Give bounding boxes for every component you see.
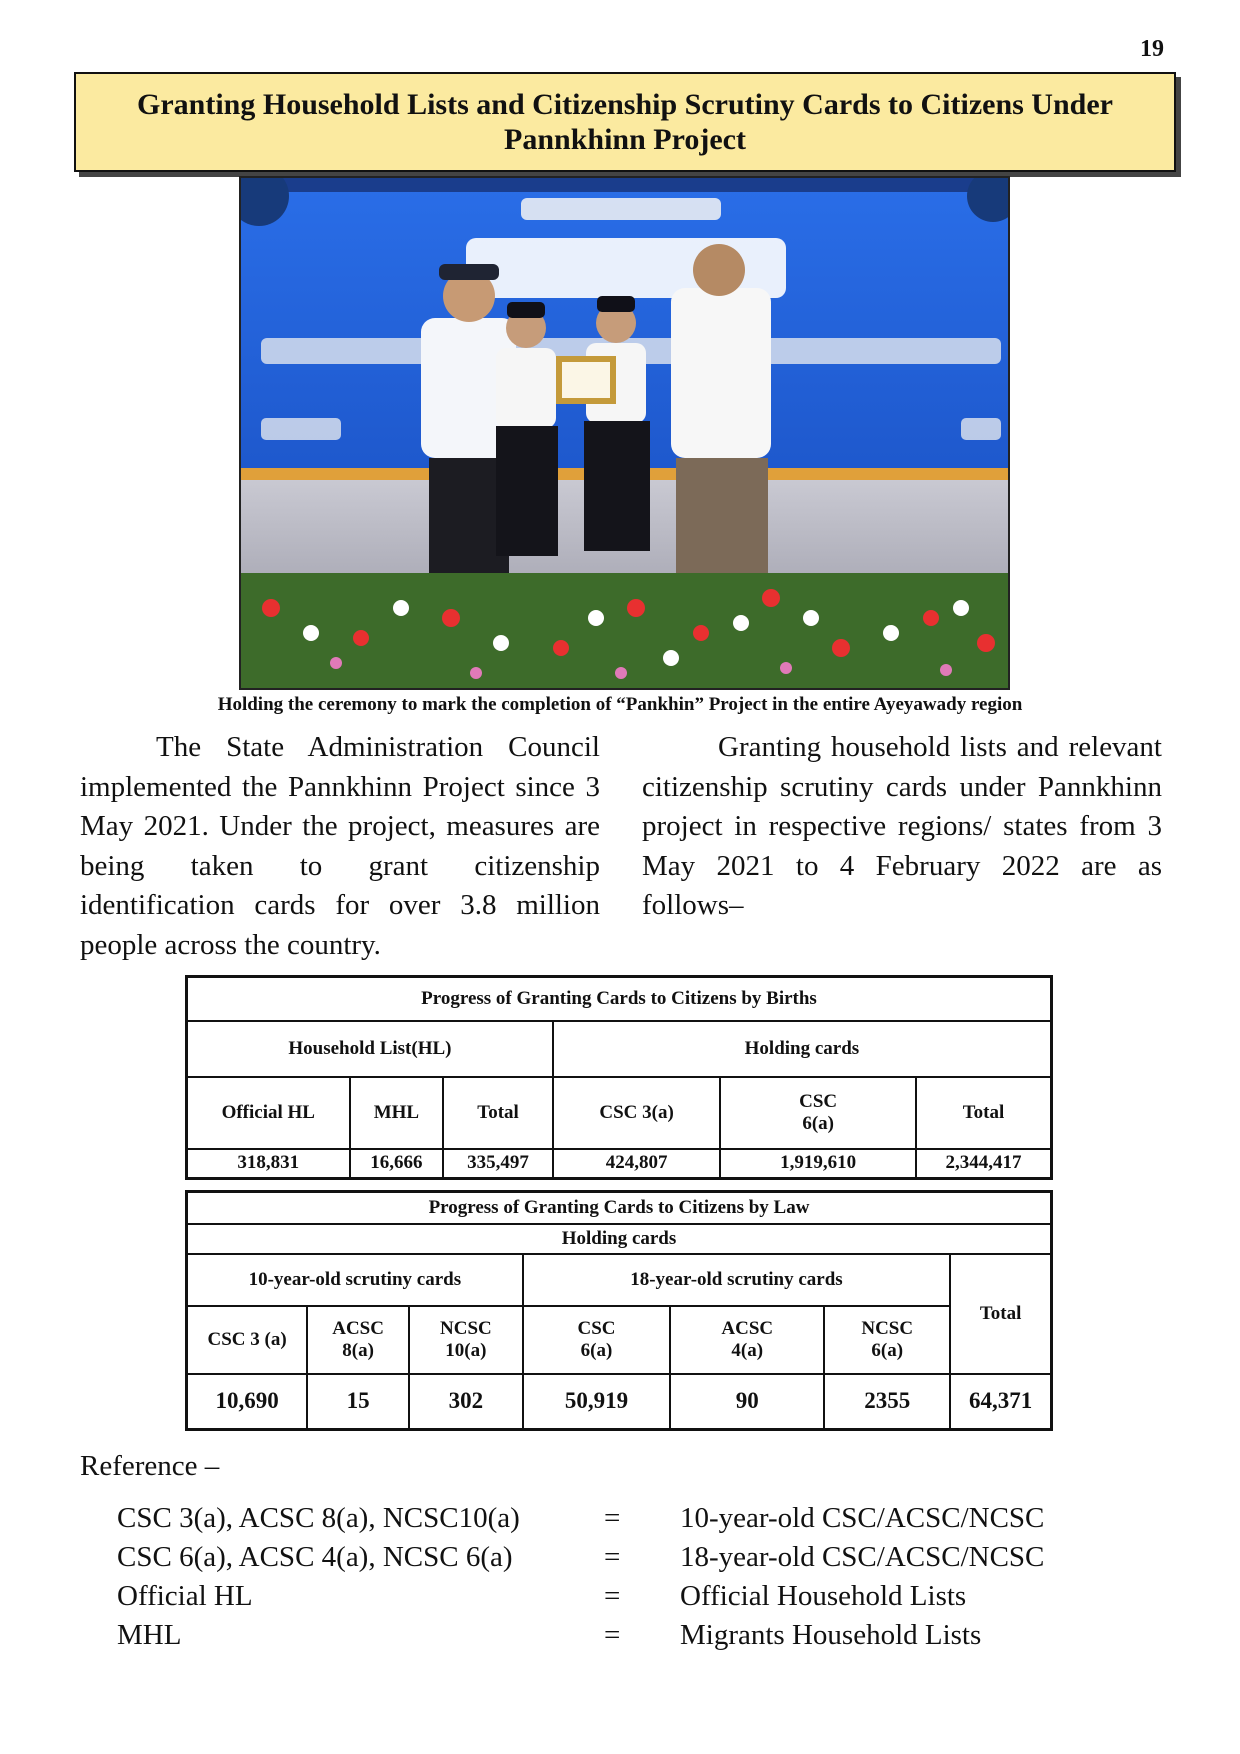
law-value-ncsc-6a: 2355: [824, 1374, 950, 1430]
reference-definition: Migrants Household Lists: [680, 1619, 982, 1651]
body-right-column: [642, 728, 1162, 926]
law-group-10-year: 10-year-old scrutiny cards: [187, 1254, 523, 1306]
law-header-acsc-4a: ACSC 4(a): [670, 1306, 824, 1374]
births-header-cards-total: Total: [916, 1077, 1052, 1149]
body-paragraph-left: The State Administration Council implemented the Pannkhinn Project since 3 May 2021. Under the project, measures are being taken to grant citizenship identification cards for over 3.8 million people across the country.: [80, 731, 600, 961]
reference-term: CSC 6(a), ACSC 4(a), NCSC 6(a): [117, 1541, 513, 1573]
body-left-column: [80, 728, 600, 965]
title-banner: [74, 72, 1176, 172]
law-value-acsc-4a: 90: [670, 1374, 824, 1430]
reference-term: MHL: [117, 1619, 182, 1651]
reference-definition: 18-year-old CSC/ACSC/NCSC: [680, 1541, 1045, 1573]
reference-title: Reference –: [80, 1450, 220, 1482]
law-value-total: 64,371: [950, 1374, 1051, 1430]
law-header-csc-3a: CSC 3 (a): [187, 1306, 308, 1374]
law-table-subtitle: Holding cards: [187, 1224, 1052, 1254]
reference-equals: =: [604, 1619, 621, 1651]
reference-term: CSC 3(a), ACSC 8(a), NCSC10(a): [117, 1502, 520, 1534]
births-table-title: Progress of Granting Cards to Citizens by Births: [187, 977, 1052, 1021]
law-header-total: Total: [950, 1254, 1051, 1374]
births-header-mhl: MHL: [350, 1077, 444, 1149]
reference-row: [0, 1619, 1240, 1659]
reference-equals: =: [604, 1541, 621, 1573]
births-value-hl-total: 335,497: [443, 1149, 553, 1179]
reference-definition: 10-year-old CSC/ACSC/NCSC: [680, 1502, 1045, 1534]
law-header-acsc-8a: ACSC 8(a): [307, 1306, 409, 1374]
photo-caption: Holding the ceremony to mark the completion of “Pankhin” Project in the entire Ayeyawady region: [217, 694, 1023, 715]
births-value-csc-6a: 1,919,610: [720, 1149, 916, 1179]
reference-row: [0, 1580, 1240, 1620]
law-value-ncsc-10a: 302: [409, 1374, 523, 1430]
births-value-cards-total: 2,344,417: [916, 1149, 1052, 1179]
law-header-ncsc-10a: NCSC 10(a): [409, 1306, 523, 1374]
law-table-title: Progress of Granting Cards to Citizens by Law: [187, 1192, 1052, 1224]
reference-equals: =: [604, 1580, 621, 1612]
reference-term: Official HL: [117, 1580, 253, 1612]
births-header-csc-3a: CSC 3(a): [553, 1077, 721, 1149]
births-group-holding-cards: Holding cards: [553, 1021, 1052, 1077]
reference-row: [0, 1541, 1240, 1581]
births-header-hl-total: Total: [443, 1077, 553, 1149]
reference-definition: Official Household Lists: [680, 1580, 967, 1612]
ceremony-photo: [239, 176, 1010, 690]
law-header-ncsc-6a: NCSC 6(a): [824, 1306, 950, 1374]
reference-row: [0, 1502, 1240, 1542]
reference-equals: =: [604, 1502, 621, 1534]
births-value-official-hl: 318,831: [187, 1149, 350, 1179]
law-value-csc-3a: 10,690: [187, 1374, 308, 1430]
law-header-csc-6a: CSC 6(a): [523, 1306, 671, 1374]
births-header-official-hl: Official HL: [187, 1077, 350, 1149]
body-paragraph-right: Granting household lists and relevant citizenship scrutiny cards under Pannkhinn project in respective regions/ states from 3 May 2021 to 4 February 2022 are as follows–: [642, 731, 1162, 921]
page-title: Granting Household Lists and Citizenship Scrutiny Cards to Citizens Under Pannkhinn Project: [137, 88, 1113, 156]
births-table: [185, 975, 1053, 1180]
ceremony-photo-illustration: [241, 178, 1008, 688]
births-group-household-list: Household List(HL): [187, 1021, 553, 1077]
law-value-csc-6a: 50,919: [523, 1374, 671, 1430]
births-value-csc-3a: 424,807: [553, 1149, 721, 1179]
page-number: 19: [1140, 36, 1164, 62]
births-header-csc-6a: CSC 6(a): [720, 1077, 916, 1149]
births-value-mhl: 16,666: [350, 1149, 444, 1179]
law-table: [185, 1190, 1053, 1431]
law-value-acsc-8a: 15: [307, 1374, 409, 1430]
law-group-18-year: 18-year-old scrutiny cards: [523, 1254, 951, 1306]
